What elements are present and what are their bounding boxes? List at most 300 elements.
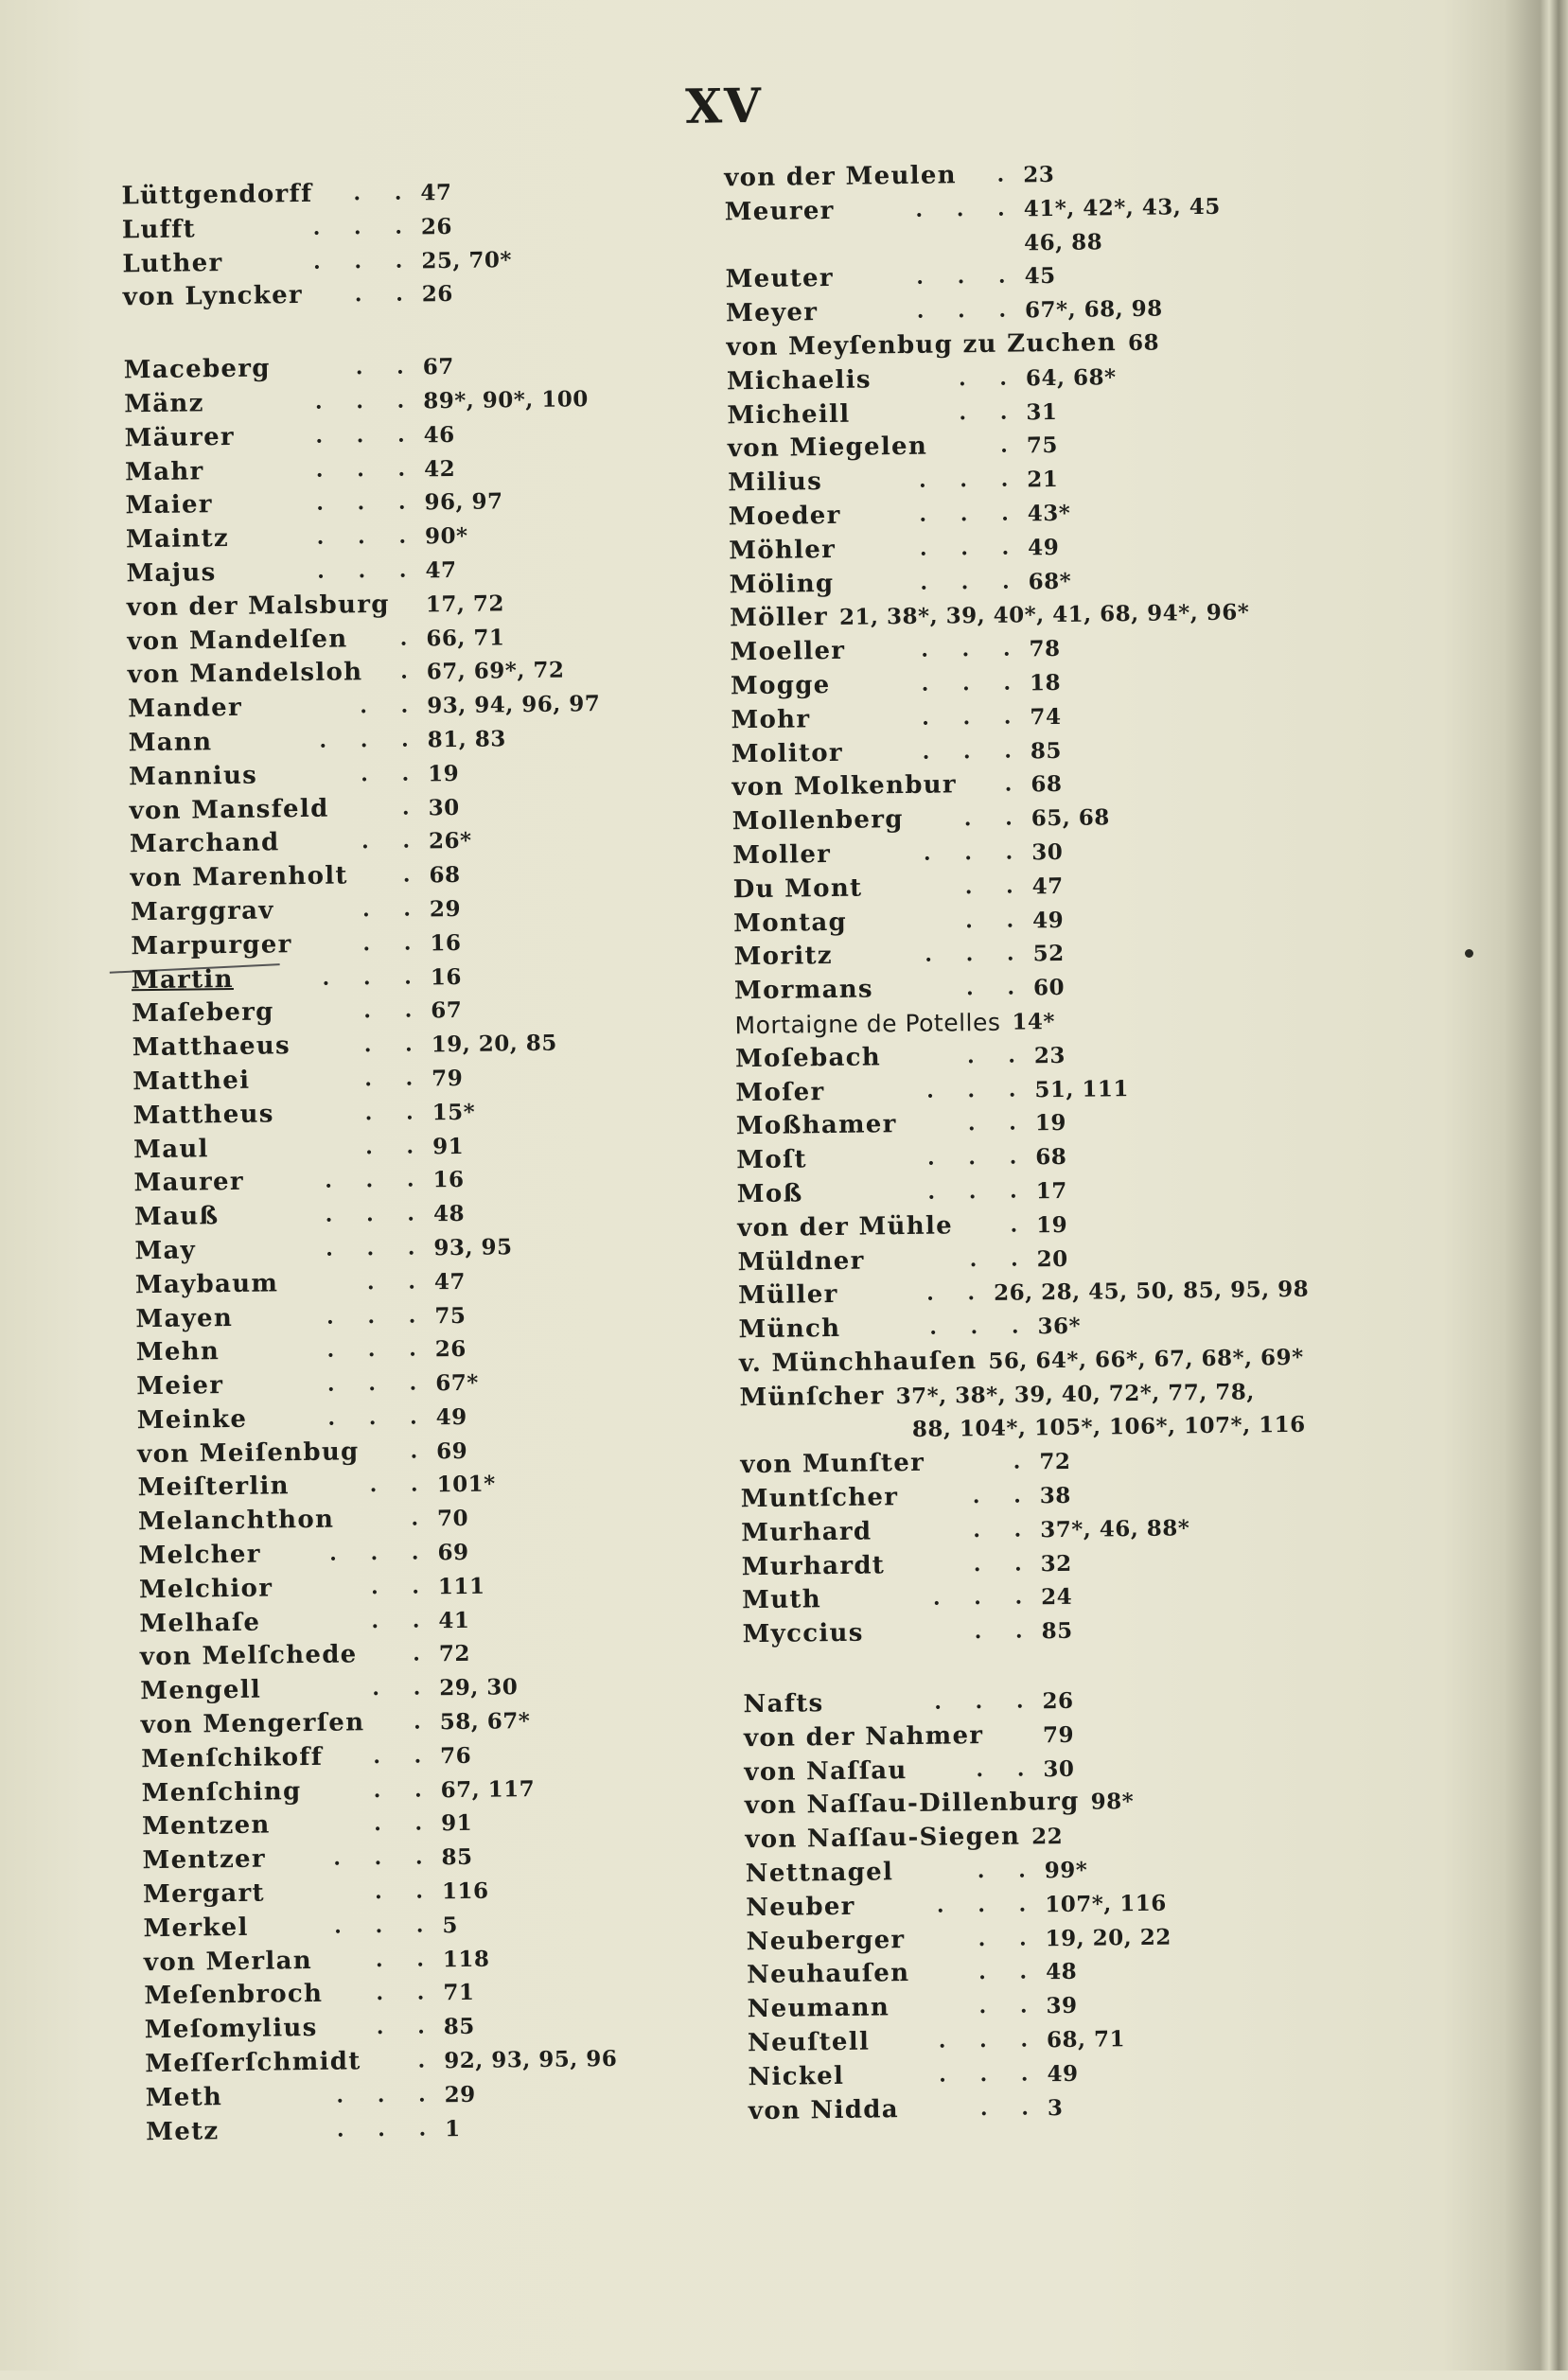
dot-leader: . . . <box>326 1370 431 1397</box>
entry-name: Melanchthon <box>137 1505 335 1537</box>
entry-pages: 16 <box>430 963 463 990</box>
dot-leader: . . . <box>322 963 426 991</box>
entry-pages: 17 <box>1035 1177 1067 1205</box>
entry-pages: 96, 97 <box>424 488 503 516</box>
dot-leader: . . . <box>939 2061 1042 2088</box>
dot-leader: . . . <box>312 214 416 240</box>
entry-pages: 22 <box>1031 1824 1064 1850</box>
entry-name: Maier <box>125 490 214 520</box>
entry-pages: 93, 95 <box>433 1234 513 1261</box>
entry-name: von Meyſenbug zu Zuchen <box>726 328 1118 362</box>
entry-name: Mollenberg <box>731 805 904 837</box>
dot-leader: . . <box>965 975 1029 1001</box>
entry-pages: 32 <box>1040 1550 1072 1577</box>
entry-pages: 70 <box>436 1506 469 1532</box>
dot-leader: . . . <box>336 2115 440 2142</box>
entry-pages: 85 <box>1041 1618 1073 1645</box>
entry-pages: 42 <box>423 455 456 482</box>
entry-name: Mayen <box>135 1303 234 1333</box>
index-entry <box>730 595 1301 636</box>
entry-name: Meiſterlin <box>137 1472 291 1503</box>
entry-name: Menſchikoff <box>141 1742 324 1774</box>
dot-leader: . . . <box>325 1201 429 1227</box>
entry-name: Mattheus <box>132 1100 274 1131</box>
entry-name: Marggrav <box>130 896 274 927</box>
entry-pages: 47 <box>433 1268 467 1296</box>
entry-pages: 23 <box>1023 161 1055 188</box>
index-column-right <box>724 155 1319 2129</box>
dot-leader: . . . <box>327 1404 431 1431</box>
entry-pages: 30 <box>1043 1755 1075 1782</box>
entry-pages: 90* <box>424 522 468 550</box>
dot-leader: . . <box>373 1776 435 1803</box>
entry-pages: 19 <box>1036 1211 1068 1238</box>
entry-pages: 85 <box>1030 737 1063 764</box>
dot-leader: . . <box>354 281 416 308</box>
dot-leader: . . . <box>921 636 1024 662</box>
entry-pages: 93, 94, 96, 97 <box>427 691 601 719</box>
entry-pages: 29 <box>444 2081 476 2108</box>
entry-name: Mogge <box>730 670 831 701</box>
entry-pages: 15* <box>432 1099 476 1126</box>
entry-pages: 29 <box>429 895 462 923</box>
entry-name: Lufft <box>121 215 197 245</box>
entry-name: Meurer <box>724 196 835 227</box>
entry-pages: 38 <box>1039 1482 1071 1509</box>
entry-pages: 26, 28, 45, 50, 85, 95, 98 <box>993 1276 1310 1307</box>
entry-name: Möling <box>729 569 835 599</box>
entry-name: Murhard <box>741 1517 872 1548</box>
index-column-left <box>121 174 618 2150</box>
dot-leader: . . <box>363 1031 426 1058</box>
entry-name: von Mandelsloh <box>127 658 363 690</box>
dot-leader: . . <box>364 1133 428 1159</box>
entry-name: Meyer <box>725 298 819 328</box>
dot-leader: . <box>417 2048 439 2073</box>
dot-leader: . . <box>967 1110 1031 1137</box>
entry-name: Mentzer <box>142 1844 267 1876</box>
entry-pages: 47 <box>425 556 457 584</box>
dot-leader: . . . <box>319 727 422 753</box>
entry-pages: 81, 83 <box>427 726 506 753</box>
dot-leader: . . . <box>334 1913 437 1939</box>
entry-name: Meinke <box>136 1404 248 1436</box>
entry-pages: 68 <box>1127 329 1160 356</box>
dot-leader: . . . <box>918 467 1022 493</box>
dot-leader: . . . <box>916 263 1019 291</box>
entry-pages: 116 <box>441 1878 489 1905</box>
dot-leader: . . . <box>921 670 1025 696</box>
entry-pages: 19 <box>1034 1110 1067 1137</box>
entry-pages: 16 <box>432 1167 465 1193</box>
entry-pages: 29, 30 <box>439 1674 519 1701</box>
entry-name: Meſſerſchmidt <box>145 2047 361 2079</box>
entry-name: von Munſter <box>740 1449 925 1480</box>
entry-name: Menſching <box>141 1776 302 1807</box>
dot-leader: . . <box>360 693 422 719</box>
dot-leader: . <box>996 162 1018 187</box>
dot-leader: . . . <box>336 2082 439 2108</box>
entry-pages: 56, 64*, 66*, 67, 68*, 69* <box>988 1344 1304 1374</box>
entry-name: von Merlan <box>143 1946 313 1977</box>
dot-leader: . . . <box>329 1540 432 1566</box>
entry-pages: 26 <box>420 213 453 240</box>
entry-pages: 16 <box>430 929 462 957</box>
entry-name: Moeller <box>730 636 846 667</box>
dot-leader: . . <box>979 2094 1043 2121</box>
entry-name: Maceberg <box>123 354 271 385</box>
entry-pages: 39 <box>1046 1993 1078 2019</box>
dot-leader: . . <box>966 1043 1030 1068</box>
entry-name: Moſebach <box>734 1043 882 1074</box>
index-entry <box>132 1026 605 1066</box>
entry-name: Muntſcher <box>740 1483 899 1514</box>
entry-name: Martin <box>131 964 234 995</box>
dot-leader: . <box>1010 1212 1031 1238</box>
dot-leader: . . . <box>932 1584 1036 1612</box>
entry-pages: 18 <box>1029 669 1062 696</box>
entry-name: Mentzen <box>141 1810 271 1842</box>
entry-pages: 5 <box>442 1912 459 1939</box>
entry-name: Mauß <box>133 1202 220 1232</box>
entry-name: Mengell <box>140 1675 262 1706</box>
dot-leader: . . <box>364 1066 427 1092</box>
entry-name: Neumann <box>747 1993 890 2024</box>
entry-name: Marchand <box>129 828 280 859</box>
dot-leader: . . <box>973 1517 1035 1543</box>
dot-leader: . . <box>963 805 1026 832</box>
dot-leader: . . <box>361 896 425 923</box>
entry-pages: 21, 38*, 39, 40*, 41, 68, 94*, 96* <box>838 599 1250 631</box>
entry-pages: 25, 70* <box>421 246 513 273</box>
index-entry <box>725 189 1296 230</box>
dot-leader: . . <box>978 1993 1041 2019</box>
entry-name: Meſomylius <box>144 2014 318 2045</box>
dot-leader: . <box>401 794 423 820</box>
entry-name: Luther <box>122 248 223 278</box>
entry-pages: 68 <box>429 862 461 889</box>
entry-pages: 49 <box>1031 907 1065 933</box>
entry-pages: 17, 72 <box>425 591 505 618</box>
dot-leader: . . <box>925 1280 989 1307</box>
dot-leader: . . <box>958 365 1021 392</box>
dot-leader: . . <box>977 1858 1039 1884</box>
entry-pages: 47 <box>1031 873 1064 900</box>
entry-pages: 65, 68 <box>1031 804 1111 832</box>
entry-name: Du Mont <box>732 873 863 905</box>
entry-name: Moeder <box>728 501 841 532</box>
dot-leader: . . <box>376 1980 438 2006</box>
index-entry <box>124 382 596 422</box>
dot-leader: . . <box>370 1574 433 1600</box>
dot-leader: . . <box>371 1608 433 1633</box>
dot-leader: . <box>411 1506 432 1531</box>
dot-leader: . . . <box>919 535 1023 561</box>
dot-leader: . . <box>361 828 424 855</box>
dot-leader: . . . <box>923 839 1027 866</box>
entry-name: Maul <box>132 1134 209 1164</box>
dot-leader <box>983 1719 1043 1754</box>
entry-pages: 24 <box>1040 1584 1073 1611</box>
entry-name: von der Meulen <box>724 161 958 193</box>
dot-leader: . . . <box>929 1313 1032 1340</box>
entry-name: Mann <box>128 728 213 758</box>
entry-pages: 64, 68* <box>1025 363 1117 392</box>
entry-pages: 48 <box>1045 1959 1078 1985</box>
dot-leader: . <box>413 1709 434 1735</box>
entry-name: Matthei <box>132 1066 251 1097</box>
entry-pages: 79 <box>1042 1721 1075 1749</box>
entry-name: von Naſſau <box>744 1755 907 1787</box>
entry-name: Mänz <box>124 389 204 419</box>
index-entry <box>145 2042 617 2082</box>
dot-leader: . . . <box>314 388 418 414</box>
entry-name: von Nidda <box>748 2094 900 2125</box>
entry-pages: 43* <box>1027 500 1071 527</box>
dot-leader: . . <box>353 180 415 206</box>
entry-name: Müldner <box>737 1246 865 1277</box>
entry-pages: 19, 20, 85 <box>431 1030 557 1058</box>
entry-name: Molitor <box>731 738 844 768</box>
entry-pages: 107*, 116 <box>1045 1890 1167 1918</box>
entry-name: von Naſſau-Dillenburg <box>744 1788 1080 1821</box>
dot-leader: . . . <box>927 1178 1031 1205</box>
dot-leader: . . . <box>316 489 419 517</box>
dot-leader: . . . <box>916 297 1020 324</box>
entry-pages: 91 <box>432 1133 465 1159</box>
entry-pages: 30 <box>1031 838 1064 866</box>
section-gap <box>123 309 596 354</box>
entry-pages: 76 <box>440 1742 472 1770</box>
entry-name: Meuter <box>725 264 835 294</box>
entry-name: May <box>134 1236 197 1266</box>
entry-name: Melcher <box>138 1540 261 1571</box>
entry-name: Maybaum <box>134 1269 279 1299</box>
entry-name: Mormans <box>733 975 874 1006</box>
entry-name: Mortaigne de Potelles <box>734 1008 1001 1040</box>
entry-pages: 78 <box>1029 636 1061 662</box>
entry-name: Marpurger <box>131 929 292 961</box>
entry-pages: 14* <box>1012 1008 1056 1035</box>
entry-name: von Mansfeld <box>129 794 329 825</box>
dot-leader: . . <box>978 1925 1040 1951</box>
entry-pages: 89*, 90*, 100 <box>423 386 589 414</box>
entry-name: Neuhauſen <box>746 1959 910 1990</box>
dot-leader: . . . <box>315 422 418 449</box>
entry-pages: 68 <box>1031 771 1063 798</box>
entry-pages: 51, 111 <box>1034 1075 1130 1102</box>
entry-name: Lüttgendorff <box>121 179 313 211</box>
entry-name: Melchior <box>138 1574 273 1605</box>
dot-leader: . . <box>366 1269 430 1295</box>
entry-name: Maſeberg <box>132 997 274 1029</box>
entry-pages: 20 <box>1036 1245 1068 1272</box>
entry-name: Meth <box>145 2083 223 2113</box>
entry-pages: 68* <box>1028 568 1072 594</box>
entry-pages: 21 <box>1027 467 1059 493</box>
entry-name: Milius <box>728 467 823 498</box>
dot-leader: . . <box>978 1959 1041 1985</box>
entry-pages: 67 <box>422 354 454 380</box>
entry-pages: 47 <box>420 179 452 206</box>
index-entry <box>749 2088 1320 2128</box>
dot-leader: . . <box>373 1810 436 1837</box>
entry-pages: 26* <box>428 828 472 855</box>
dot-leader <box>389 588 426 622</box>
dot-leader: . <box>1004 771 1026 798</box>
entry-pages: 71 <box>443 1980 475 2006</box>
dot-leader: . . . <box>317 557 420 584</box>
index-entry <box>128 687 600 727</box>
entry-pages: 85 <box>443 2014 475 2040</box>
dot-leader: . . . <box>326 1336 430 1364</box>
entry-pages: 31 <box>1026 398 1058 425</box>
dot-leader: . <box>1013 1449 1034 1474</box>
entry-name: Moller <box>732 839 832 871</box>
dot-leader: . . . <box>925 941 1028 968</box>
entry-pages: 41*, 42*, 43, 45 <box>1023 193 1222 222</box>
dot-leader: . . . <box>920 568 1023 595</box>
entry-pages: 69 <box>435 1437 468 1464</box>
entry-name: Moßhamer <box>735 1110 897 1141</box>
entry-name: Maurer <box>133 1168 245 1198</box>
entry-pages: 67 <box>431 997 463 1024</box>
entry-name: Nettnagel <box>745 1858 894 1889</box>
dot-leader: . . <box>972 1483 1034 1509</box>
dot-leader: . . . <box>326 1302 430 1330</box>
entry-pages: 1 <box>444 2115 461 2142</box>
dot-leader: . . <box>369 1472 432 1498</box>
entry-pages: 60 <box>1032 975 1066 1001</box>
page-number: XV <box>684 77 764 134</box>
dot-leader: . . . <box>936 1892 1040 1918</box>
entry-pages: 67, 69*, 72 <box>426 657 565 685</box>
entry-name: Michaelis <box>726 365 872 397</box>
entry-pages: 69 <box>437 1539 469 1566</box>
entry-pages: 75 <box>434 1302 467 1329</box>
entry-name: Nafts <box>743 1689 824 1719</box>
entry-pages: 58, 67* <box>439 1708 531 1736</box>
entry-pages: 37*, 38*, 39, 40, 72*, 77, 78, <box>895 1379 1256 1409</box>
dot-leader: . . <box>376 2014 438 2040</box>
entry-pages: 99* <box>1044 1857 1088 1884</box>
entry-pages: 68 <box>1035 1143 1067 1171</box>
entry-pages: 74 <box>1030 703 1062 731</box>
entry-pages: 52 <box>1032 941 1065 967</box>
entry-pages: 26 <box>421 281 453 308</box>
entry-pages: 49 <box>1047 2060 1079 2088</box>
entry-name: Moſt <box>736 1145 808 1175</box>
dot-leader: . <box>402 862 424 888</box>
entry-pages: 30 <box>428 794 460 820</box>
entry-name: Maintz <box>125 524 230 555</box>
entry-name: Nickel <box>748 2061 845 2092</box>
entry-name: Möller <box>729 603 829 633</box>
entry-pages: 85 <box>441 1844 473 1871</box>
dot-leader: . . <box>364 1100 427 1125</box>
entry-pages: 75 <box>1026 432 1059 459</box>
dot-leader: . . <box>959 399 1021 425</box>
entry-pages: 49 <box>435 1403 467 1431</box>
entry-name: von der Nahmer <box>743 1720 984 1754</box>
entry-pages: 23 <box>1033 1042 1066 1069</box>
dot-leader: . . <box>375 1946 438 1972</box>
entry-pages: 92, 93, 95, 96 <box>444 2045 618 2074</box>
index-entry <box>146 2110 618 2150</box>
dot-leader: . . <box>973 1551 1035 1577</box>
entry-name: Neuſtell <box>747 2027 871 2058</box>
entry-pages-continued: 88, 104*, 105*, 106*, 107*, 116 <box>911 1412 1306 1443</box>
entry-name: von der Mühle <box>737 1211 954 1243</box>
entry-pages: 111 <box>437 1573 485 1600</box>
entry-name: Münch <box>738 1314 841 1345</box>
dot-leader: . . <box>362 930 425 956</box>
dot-leader: . . . <box>925 1076 1030 1103</box>
entry-pages: 26 <box>434 1336 467 1363</box>
entry-pages: 67, 117 <box>440 1775 536 1803</box>
entry-pages-continued: 46, 88 <box>1023 228 1103 256</box>
entry-name: Mäurer <box>124 422 236 453</box>
dot-leader: . . . <box>915 196 1018 222</box>
dot-leader: . <box>410 1438 432 1464</box>
entry-name: Metz <box>145 2116 220 2146</box>
entry-pages: 46 <box>423 421 455 449</box>
entry-name: Montag <box>732 908 848 938</box>
entry-name: von Mandelſen <box>127 624 348 656</box>
dot-leader: . . <box>374 1878 437 1905</box>
entry-name: Mahr <box>124 456 204 486</box>
entry-name: Murhardt <box>741 1551 886 1581</box>
entry-name: Münſcher <box>739 1382 885 1412</box>
entry-name: Möhler <box>729 535 837 566</box>
entry-name: Meier <box>136 1371 224 1402</box>
dot-leader: . . . <box>922 737 1026 765</box>
entry-name: Matthaeus <box>132 1031 291 1063</box>
entry-pages: 26 <box>1042 1687 1074 1715</box>
entry-pages: 49 <box>1028 534 1060 561</box>
entry-name: Micheill <box>727 399 851 430</box>
entry-pages: 67*, 68, 98 <box>1024 295 1163 324</box>
entry-pages: 66, 71 <box>426 624 505 651</box>
entry-name: Majus <box>126 558 217 589</box>
index-entry <box>738 1273 1310 1313</box>
dot-leader: . . . <box>938 2027 1042 2054</box>
entry-pages: 36* <box>1037 1313 1082 1340</box>
entry-pages: 41 <box>438 1607 470 1633</box>
entry-name: Mehn <box>135 1337 220 1367</box>
dot-leader: . . . <box>316 523 420 550</box>
entry-pages: 118 <box>442 1946 490 1972</box>
dot-leader: . <box>399 659 421 685</box>
entry-name: Meſenbroch <box>144 1980 324 2011</box>
dot-leader: . . . <box>315 456 419 483</box>
dot-leader: . . <box>964 873 1027 899</box>
entry-pages: 37*, 46, 88* <box>1040 1515 1190 1543</box>
dot-leader: . . <box>363 997 426 1024</box>
dot-leader: . . . <box>926 1144 1031 1171</box>
entry-name: von Naſſau-Siegen <box>745 1822 1021 1855</box>
entry-pages: 45 <box>1024 263 1056 290</box>
dot-leader: . . . <box>934 1688 1037 1715</box>
entry-pages: 79 <box>432 1065 464 1092</box>
dot-leader: . <box>413 1641 434 1667</box>
dot-leader: . <box>399 625 421 651</box>
dot-leader: . . . <box>922 704 1025 731</box>
entry-name: Neuberger <box>746 1925 906 1956</box>
entry-name: von Meiſenbug <box>136 1437 360 1469</box>
dot-leader: . . <box>373 1743 435 1770</box>
dot-leader: . . . <box>325 1167 428 1194</box>
